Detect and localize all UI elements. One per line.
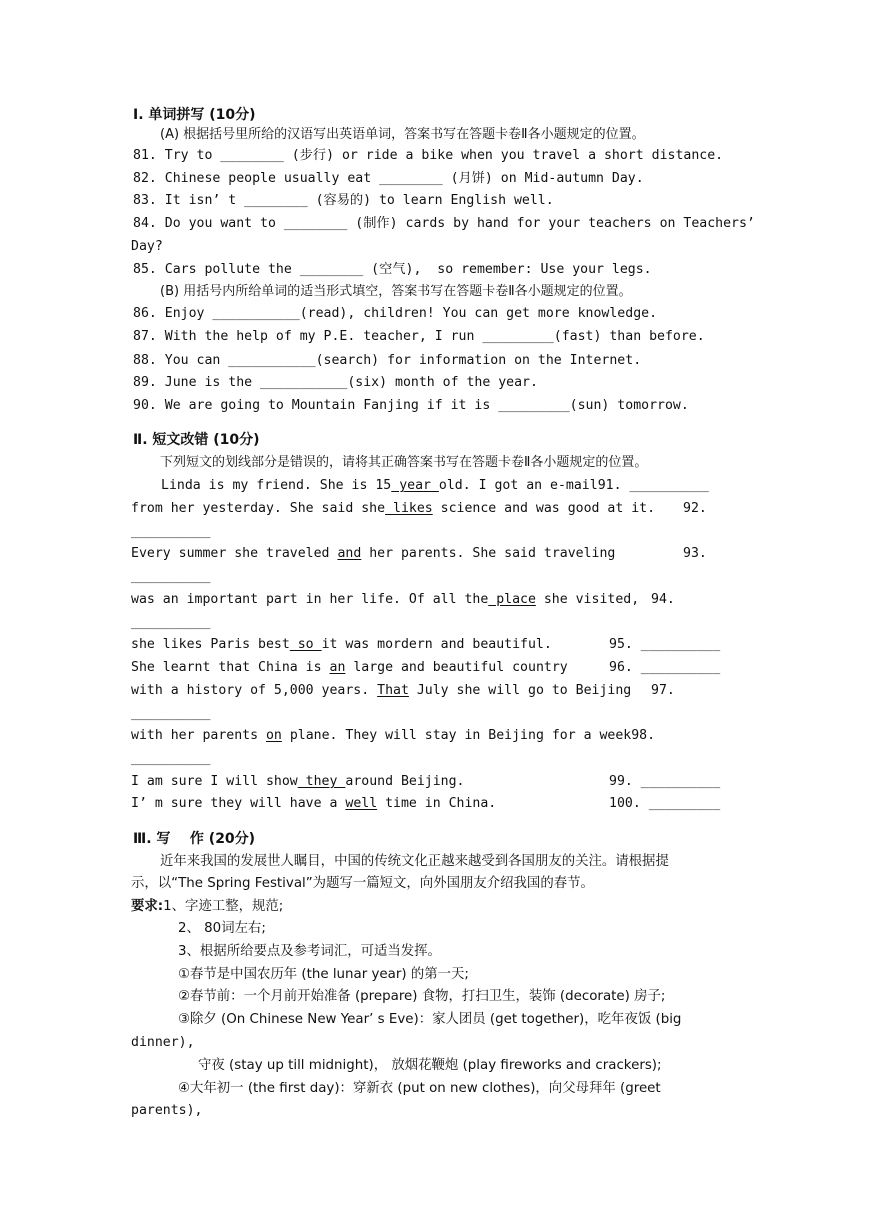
question-89: 89. June is the ___________(six) month of the year. [133,375,538,390]
passage-text: old. I got an e-mail [438,478,598,493]
point-4-line-2: parents), [131,1103,203,1118]
answer-blank-95: 95. __________ [609,637,721,652]
section2-heading: Ⅱ. 短文改错 (10分) [133,432,260,448]
error-underline-93: and [337,546,362,561]
passage-text: was an important part in her life. Of all the [131,592,489,607]
error-underline-100: well [345,796,378,811]
requirements-label: 要求: [131,899,164,914]
passage-text: I am sure I will show [131,774,298,789]
answer-blank-97: __________ [131,706,211,721]
point-1: ①春节是中国农历年 (the lunar year) 的第一天; [178,967,469,982]
question-81: 81. Try to ________ (步行) or ride a bike when you travel a short distance. [133,148,724,163]
error-underline-91: year [391,478,439,493]
passage-line-5 [131,636,552,654]
point-2: ②春节前：一个月前开始准备 (prepare) 食物，打扫卫生，装饰 (decorate) 房子; [178,989,666,1004]
error-underline-96: an [329,660,346,675]
answer-number-97: 97. [651,683,675,698]
passage-line-2 [131,500,655,518]
point-3-line-1: ③除夕 (On Chinese New Year’ s Eve)：家人团员 (get together)，吃年夜饭 (big [178,1012,682,1027]
passage-line-3 [131,545,615,563]
answer-number-93: 93. [683,546,707,561]
passage-line-8 [131,727,655,745]
passage-line-9 [131,773,464,791]
error-underline-92: likes [385,501,433,516]
error-underline-95: so [289,637,322,652]
passage-text: July she will go to Beijing [408,683,632,698]
error-underline-97: That [377,683,409,698]
error-underline-99: they [297,774,346,789]
question-87: 87. With the help of my P.E. teacher, I run _________(fast) than before. [133,329,705,344]
passage-text: she likes Paris best [131,637,290,652]
passage-text: Every summer she traveled [131,546,338,561]
answer-blank-99: 99. __________ [609,774,721,789]
answer-number-92: 92. [683,501,707,516]
answer-blank-92: __________ [131,524,211,539]
answer-blank-91: 91. __________ [597,478,709,493]
question-83: 83. It isn’ t ________ (容易的) to learn English well. [133,193,554,208]
passage-text: She learnt that China is [131,660,330,675]
point-4-line-1: ④大年初一 (the first day)：穿新衣 (put on new clothes)，向父母拜年 (greet [178,1081,661,1096]
passage-text: from her yesterday. She said she [131,501,386,516]
section1-part-b-instruction: (B) 用括号内所给单词的适当形式填空，答案书写在答题卡卷Ⅱ各小题规定的位置。 [160,284,632,299]
passage-text: large and beautiful country [345,660,568,675]
passage-text: I’ m sure they will have a [131,796,346,811]
answer-blank-93: __________ [131,569,211,584]
section1-part-a-instruction: (A) 根据括号里所给的汉语写出英语单词，答案书写在答题卡卷Ⅱ各小题规定的位置。 [160,127,645,142]
section2-instruction: 下列短文的划线部分是错误的，请将其正确答案书写在答题卡卷Ⅱ各小题规定的位置。 [160,455,648,470]
passage-text: she visited, [535,592,640,607]
passage-line-10 [131,795,496,813]
question-86: 86. Enjoy ___________(read), children! You can get more knowledge. [133,306,658,321]
requirement-2: 2、 80词左右; [178,921,266,936]
answer-number-94: 94. [651,592,675,607]
passage-line-1 [161,477,709,495]
requirement-1: 1、字迹工整，规范; [163,899,284,914]
passage-text: around Beijing. [345,774,465,789]
passage-text: time in China. [377,796,497,811]
answer-number-98: 98. [631,728,656,743]
passage-text: Linda is my friend. She is 15 [161,478,392,493]
passage-line-4 [131,591,639,609]
passage-line-6 [131,659,568,677]
error-underline-94: place [488,592,536,607]
question-85: 85. Cars pollute the ________ (空气), so remember: Use your legs. [133,262,652,277]
passage-text: plane. They will stay in Beijing for a week [281,728,632,743]
passage-text: with a history of 5,000 years. [131,683,378,698]
passage-text: with her parents [131,728,266,743]
writing-prompt-line-1: 近年来我国的发展世人瞩目，中国的传统文化正越来越受到各国朋友的关注。请根据提 [160,854,669,869]
writing-prompt-line-2: 示，以“The Spring Festival”为题写一篇短文，向外国朋友介绍我国的春节。 [131,876,594,891]
question-82: 82. Chinese people usually eat ________ (月饼) on Mid-autumn Day. [133,171,644,186]
passage-text: it was mordern and beautiful. [321,637,552,652]
point-3-line-3: 守夜 (stay up till midnight)， 放烟花鞭炮 (play fireworks and crackers); [198,1058,662,1073]
error-underline-98: on [265,728,282,743]
passage-line-7 [131,682,631,700]
question-90: 90. We are going to Mountain Fanjing if it is _________(sun) tomorrow. [133,398,689,413]
passage-text: science and was good at it. [432,501,656,516]
answer-blank-100: 100. _________ [609,796,721,811]
answer-blank-98: __________ [131,751,211,766]
section3-heading: Ⅲ. 写 作 (20分) [133,831,256,847]
question-88: 88. You can ___________(search) for information on the Internet. [133,353,642,368]
requirements-line [131,898,283,916]
question-84-line2: Day? [131,239,163,254]
passage-text: her parents. She said traveling [361,546,616,561]
point-3-line-2: dinner), [131,1035,195,1050]
answer-blank-94: __________ [131,615,211,630]
requirement-3: 3、根据所给要点及参考词汇，可适当发挥。 [178,944,441,959]
answer-blank-96: 96. __________ [609,660,721,675]
question-84-line1: 84. Do you want to ________ (制作) cards by hand for your teachers on Teachers’ [133,216,755,231]
section1-heading: Ⅰ. 单词拼写 (10分) [133,107,256,123]
